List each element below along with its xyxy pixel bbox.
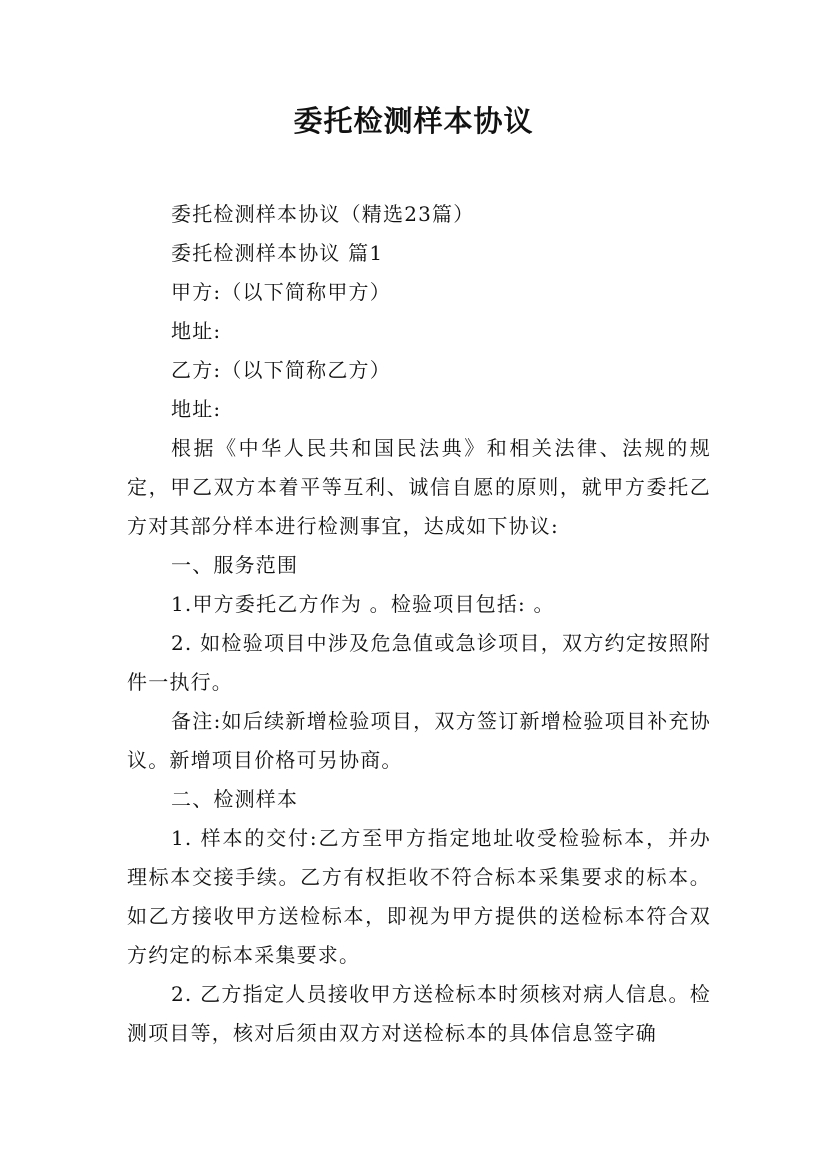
paragraph-party-a-address: 地址: bbox=[171, 319, 222, 343]
paragraph-sample-delivery: 1. 样本的交付:乙方至甲方指定地址收受检验标本，并办理标本交接手续。乙方有权拒收不符合标本采集要求的标本。如乙方接收甲方送检标本，即视为甲方提供的送检标本符合双方约定的标本采集要求。 bbox=[127, 826, 711, 967]
paragraph-party-b: 乙方:（以下简称乙方） bbox=[171, 358, 391, 382]
paragraph-preamble: 根据《中华人民共和国民法典》和相关法律、法规的规定，甲乙双方本着平等互利、诚信自愿的原则，就甲方委托乙方对其部分样本进行检测事宜，达成如下协议: bbox=[127, 436, 711, 538]
paragraph-subtitle: 委托检测样本协议（精选23篇） bbox=[171, 202, 475, 226]
paragraph-heading-service-scope: 一、服务范围 bbox=[171, 553, 299, 577]
paragraph-item-2: 2. 如检验项目中涉及危急值或急诊项目，双方约定按照附件一执行。 bbox=[127, 631, 711, 694]
paragraph-section-heading: 委托检测样本协议 篇1 bbox=[171, 241, 384, 265]
paragraph-item-1: 1.甲方委托乙方作为 。检验项目包括: 。 bbox=[171, 592, 555, 616]
paragraph-remark: 备注:如后续新增检验项目，双方签订新增检验项目补充协议。新增项目价格可另协商。 bbox=[127, 709, 711, 772]
paragraph-heading-samples: 二、检测样本 bbox=[171, 787, 299, 811]
document-title: 委托检测样本协议 bbox=[293, 104, 534, 138]
document-body bbox=[127, 195, 711, 1053]
paragraph-sample-verification: 2. 乙方指定人员接收甲方送检标本时须核对病人信息。检测项目等，核对后须由双方对送检标本的具体信息签字确 bbox=[127, 982, 711, 1045]
paragraph-party-a: 甲方:（以下简称甲方） bbox=[171, 280, 391, 304]
paragraph-party-b-address: 地址: bbox=[171, 397, 222, 421]
